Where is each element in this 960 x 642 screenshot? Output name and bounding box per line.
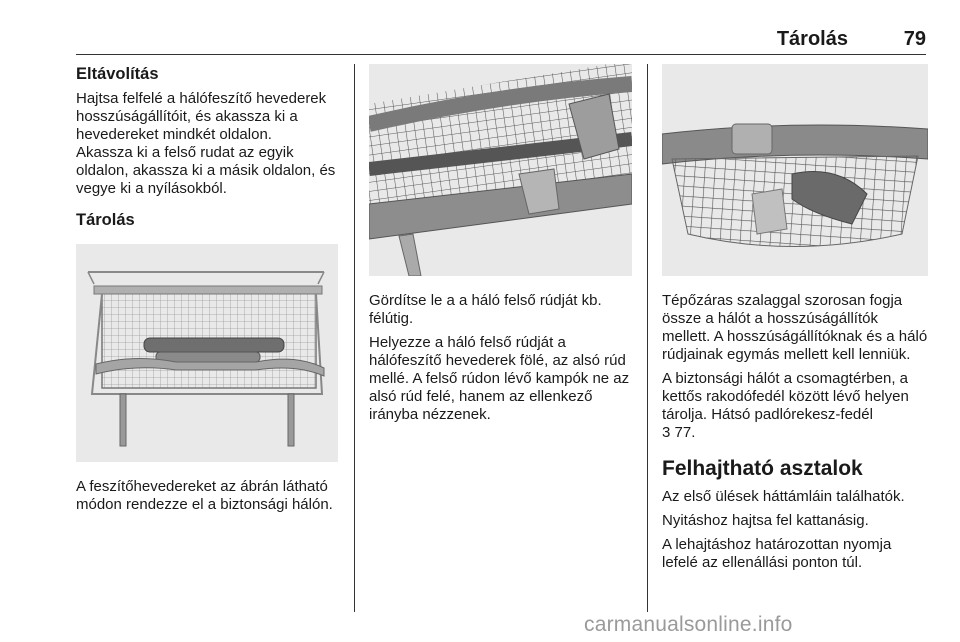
paragraph: A lehajtáshoz határozottan nyomja lefelé az ellenállási ponton túl. <box>662 536 892 571</box>
reference-page: 77. <box>674 424 696 441</box>
page-header-title: Tárolás <box>776 28 848 50</box>
paragraph: Hajtsa felfelé a hálófeszítő hevederek hosszúságállítóit, és akassza ki a hevedereket mindkét oldalon. <box>76 90 327 143</box>
column-middle <box>369 64 632 430</box>
page-header <box>76 28 926 55</box>
illustration-velcro-strap <box>662 64 928 276</box>
heading-eltavolitas: Eltávolítás <box>76 65 159 83</box>
column-divider <box>354 64 355 612</box>
illustration-rolled-net <box>369 64 632 276</box>
column-right <box>662 64 928 578</box>
reference-arrow-icon: 3 <box>662 424 671 441</box>
column-divider <box>647 64 648 612</box>
heading-felhajthato-asztalok: Felhajtható asztalok <box>662 457 863 480</box>
illustration-net-straps <box>76 244 338 462</box>
paragraph: Gördítse le a a háló felső rúdját kb. félútig. <box>369 292 602 327</box>
heading-tarolas: Tárolás <box>76 211 135 229</box>
paragraph: A feszítőhevedereket az ábrán látható módon rendezze el a biztonsági hálón. <box>76 478 333 513</box>
page-number: 79 <box>903 28 926 50</box>
paragraph: Az első ülések háttámláin találhatók. <box>662 488 905 505</box>
page-reference[interactable] <box>662 424 928 442</box>
paragraph: A biztonsági hálót a csomagtérben, a kettős rakodófedél között lévő helyen tárolja. Hátsó padlórekesz-fedél <box>662 370 909 423</box>
paragraph: Nyitáshoz hajtsa fel kattanásig. <box>662 512 869 529</box>
paragraph: Tépőzáras szalaggal szorosan fogja össze a hálót a hosszúságállítók mellett. A hosszúságállítóknak és a háló rúdjainak egymás mellett kell lenniük. <box>662 292 928 363</box>
watermark: carmanualsonline.info <box>584 613 793 636</box>
paragraph: Helyezze a háló felső rúdját a hálófeszítő hevederek fölé, az alsó rúd mellé. A felső rúdon lévő kampók ne az alsó rúd felé, hanem az ellenkező irányba nézzenek. <box>369 334 630 423</box>
paragraph: Akassza ki a felső rudat az egyik oldalon, akassza ki a másik oldalon, és vegye ki a nyílásokból. <box>76 144 336 197</box>
column-left <box>76 64 344 520</box>
